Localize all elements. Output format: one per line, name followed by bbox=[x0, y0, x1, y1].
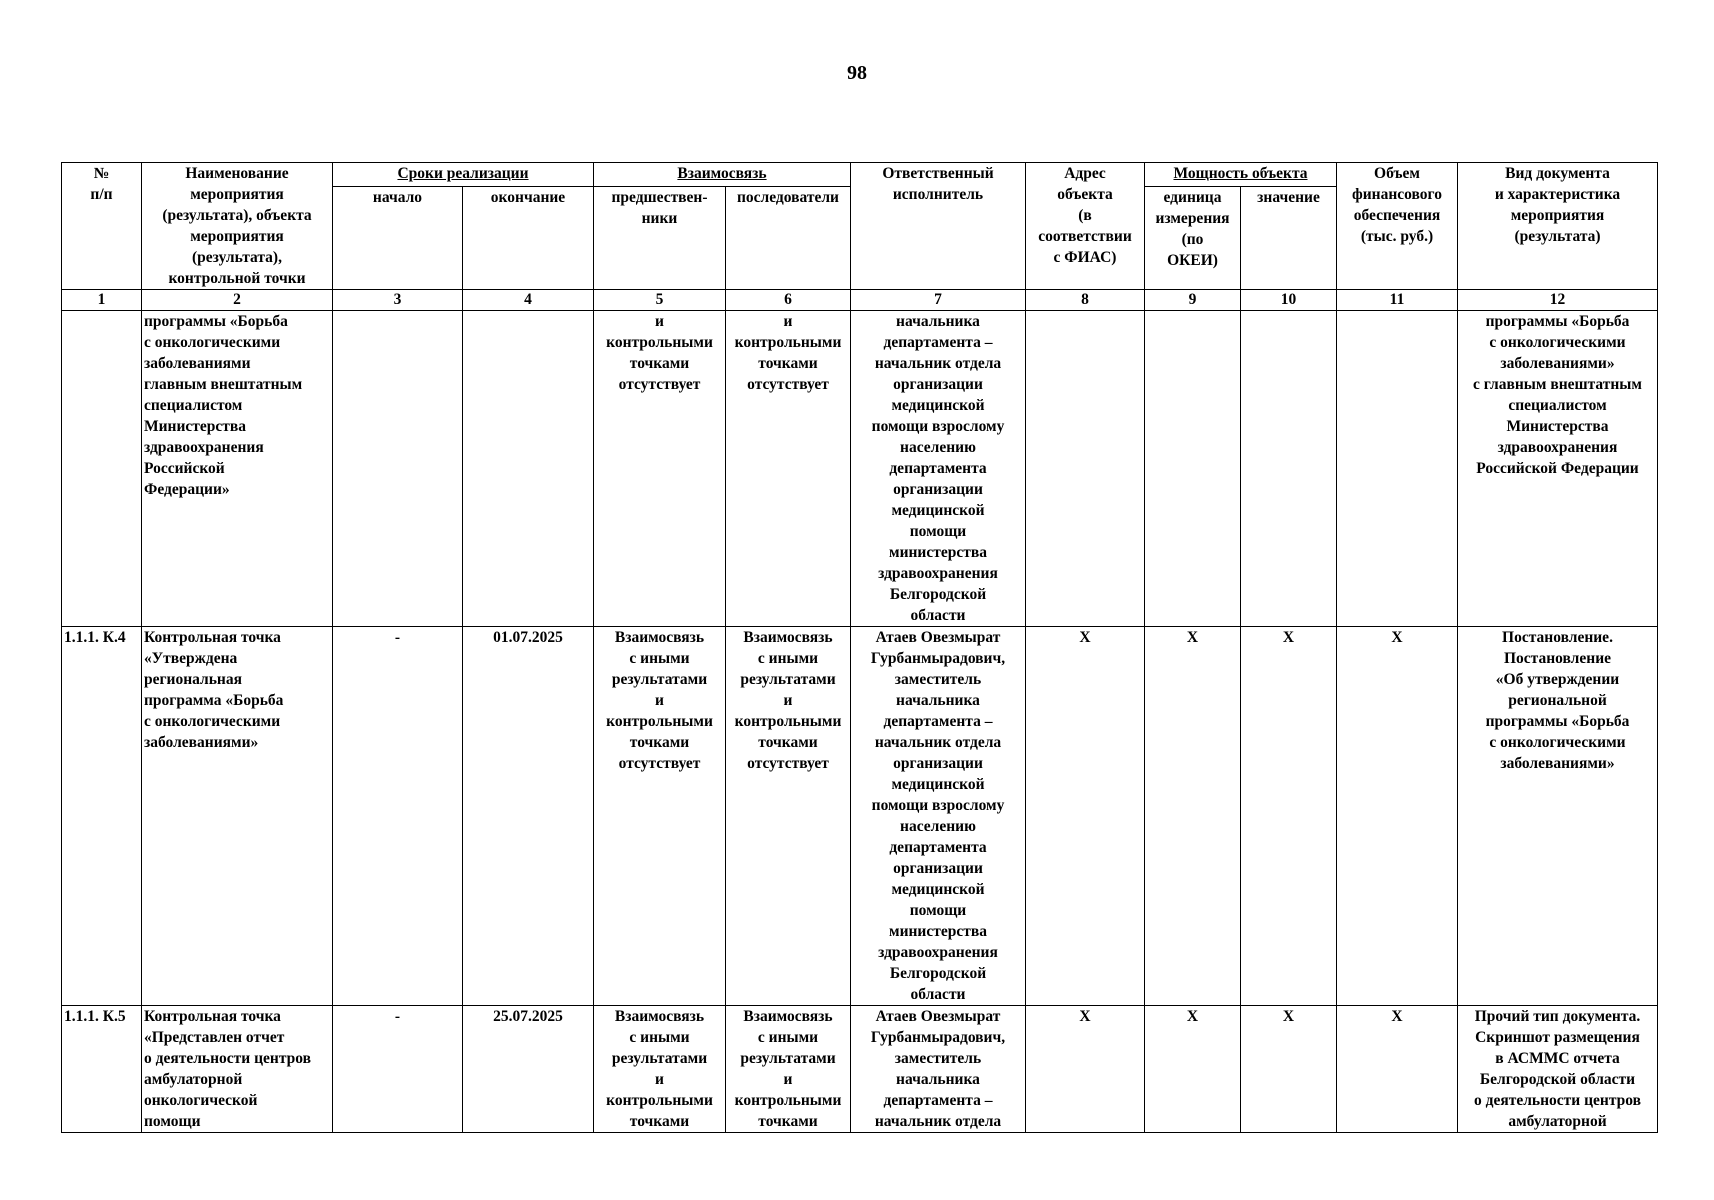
row-num: 1.1.1. К.5 bbox=[62, 1006, 142, 1133]
row-value bbox=[1241, 311, 1337, 627]
row-finance: Х bbox=[1337, 1006, 1458, 1133]
row-unit: Х bbox=[1145, 1006, 1241, 1133]
row-address: Х bbox=[1026, 627, 1145, 1006]
row-value: Х bbox=[1241, 627, 1337, 1006]
row-address bbox=[1026, 311, 1145, 627]
header-terms: Сроки реализации bbox=[333, 163, 594, 187]
row-predecessors: Взаимосвязь с иными результатами и контрольными точками bbox=[594, 1006, 726, 1133]
col-number: 9 bbox=[1145, 290, 1241, 311]
row-start: - bbox=[333, 1006, 463, 1133]
row-value: Х bbox=[1241, 1006, 1337, 1133]
table-row bbox=[62, 627, 1658, 1006]
header-capacity: Мощность объекта bbox=[1145, 163, 1337, 187]
header-unit: единица измерения (по ОКЕИ) bbox=[1145, 186, 1241, 289]
col-number: 6 bbox=[726, 290, 851, 311]
row-finance: Х bbox=[1337, 627, 1458, 1006]
row-predecessors: Взаимосвязь с иными результатами и контрольными точками отсутствует bbox=[594, 627, 726, 1006]
header-end: окончание bbox=[463, 186, 594, 289]
row-end bbox=[463, 311, 594, 627]
row-responsible: Атаев Овезмырат Гурбанмырадович, заместитель начальника департамента – начальник отдела организации медицинской помощи взрослому населению департамента организации медицинской помощи министерства здравоохранения Белгородской области bbox=[851, 627, 1026, 1006]
row-end: 01.07.2025 bbox=[463, 627, 594, 1006]
row-name: Контрольная точка «Утверждена региональная программа «Борьба с онкологическими заболеваниями» bbox=[142, 627, 333, 1006]
header-predecessors: предшествен- ники bbox=[594, 186, 726, 289]
header-responsible: Ответственный исполнитель bbox=[851, 163, 1026, 290]
row-successors: Взаимосвязь с иными результатами и контрольными точками bbox=[726, 1006, 851, 1133]
row-num: 1.1.1. К.4 bbox=[62, 627, 142, 1006]
row-doc: Постановление. Постановление «Об утверждении региональной программы «Борьба с онкологическими заболеваниями» bbox=[1458, 627, 1658, 1006]
header-row bbox=[62, 163, 1658, 187]
col-number: 2 bbox=[142, 290, 333, 311]
header-relation: Взаимосвязь bbox=[594, 163, 851, 187]
header-doc-type: Вид документа и характеристика мероприятия (результата) bbox=[1458, 163, 1658, 290]
row-finance bbox=[1337, 311, 1458, 627]
header-num: № п/п bbox=[62, 163, 142, 290]
col-number: 8 bbox=[1026, 290, 1145, 311]
col-number: 10 bbox=[1241, 290, 1337, 311]
header-name: Наименование мероприятия (результата), объекта мероприятия (результата), контрольной точки bbox=[142, 163, 333, 290]
row-doc: программы «Борьба с онкологическими заболеваниями» с главным внештатным специалистом Министерства здравоохранения Российской Федерации bbox=[1458, 311, 1658, 627]
row-name: Контрольная точка «Представлен отчет о деятельности центров амбулаторной онкологической помощи bbox=[142, 1006, 333, 1133]
header-start: начало bbox=[333, 186, 463, 289]
col-number: 3 bbox=[333, 290, 463, 311]
row-predecessors: и контрольными точками отсутствует bbox=[594, 311, 726, 627]
row-successors: и контрольными точками отсутствует bbox=[726, 311, 851, 627]
header-address: Адрес объекта (в соответствии с ФИАС) bbox=[1026, 163, 1145, 290]
row-address: Х bbox=[1026, 1006, 1145, 1133]
col-number: 5 bbox=[594, 290, 726, 311]
row-successors: Взаимосвязь с иными результатами и контрольными точками отсутствует bbox=[726, 627, 851, 1006]
header-value: значение bbox=[1241, 186, 1337, 289]
row-unit bbox=[1145, 311, 1241, 627]
table-row bbox=[62, 311, 1658, 627]
row-unit: Х bbox=[1145, 627, 1241, 1006]
row-responsible: Атаев Овезмырат Гурбанмырадович, заместитель начальника департамента – начальник отдела bbox=[851, 1006, 1026, 1133]
col-number: 7 bbox=[851, 290, 1026, 311]
plan-table bbox=[61, 162, 1658, 1133]
page-number: 98 bbox=[847, 62, 867, 84]
column-number-row bbox=[62, 290, 1658, 311]
col-number: 12 bbox=[1458, 290, 1658, 311]
row-doc: Прочий тип документа. Скриншот размещения в АСММС отчета Белгородской области о деятельности центров амбулаторной bbox=[1458, 1006, 1658, 1133]
row-num bbox=[62, 311, 142, 627]
row-start bbox=[333, 311, 463, 627]
col-number: 1 bbox=[62, 290, 142, 311]
row-name: программы «Борьба с онкологическими заболеваниями главным внештатным специалистом Министерства здравоохранения Российской Федерации» bbox=[142, 311, 333, 627]
header-finance: Объем финансового обеспечения (тыс. руб.) bbox=[1337, 163, 1458, 290]
row-start: - bbox=[333, 627, 463, 1006]
header-successors: последователи bbox=[726, 186, 851, 289]
col-number: 4 bbox=[463, 290, 594, 311]
row-end: 25.07.2025 bbox=[463, 1006, 594, 1133]
row-responsible: начальника департамента – начальник отдела организации медицинской помощи взрослому населению департамента организации медицинской помощи министерства здравоохранения Белгородской области bbox=[851, 311, 1026, 627]
table-row bbox=[62, 1006, 1658, 1133]
col-number: 11 bbox=[1337, 290, 1458, 311]
